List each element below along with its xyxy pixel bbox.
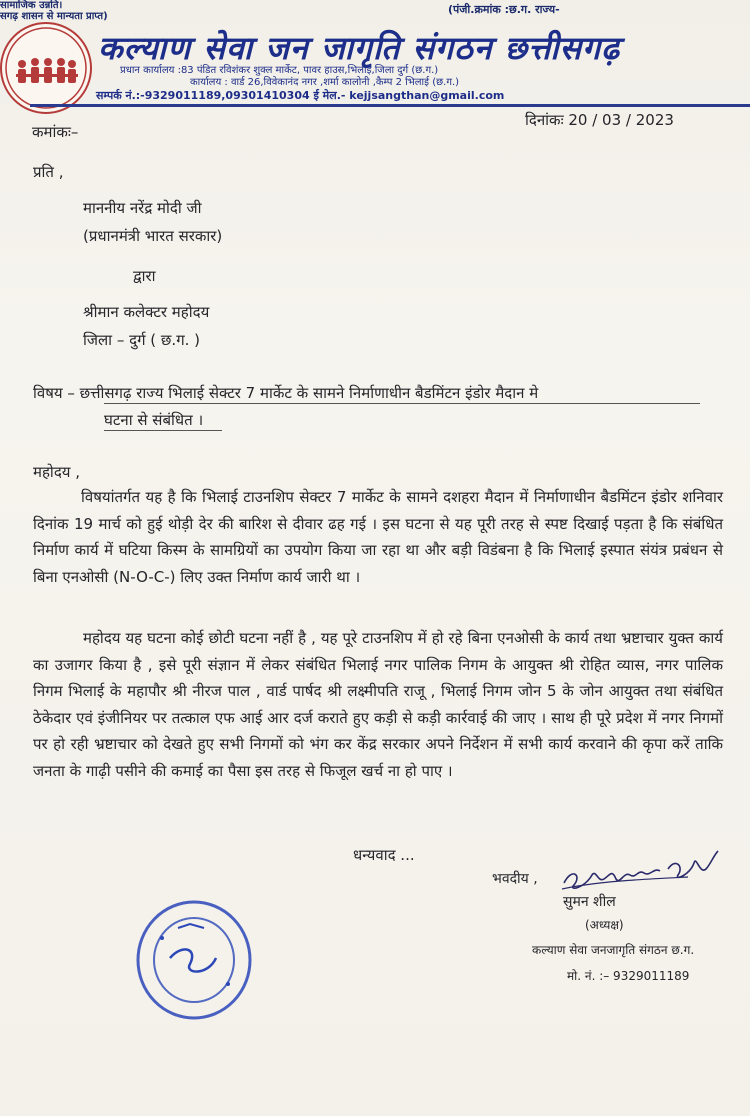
subject-line-1: विषय – छत्तीसगढ़ राज्य भिलाई सेक्टर 7 मार्केट के सामने निर्माणाधीन बैडमिंटन इंडोर मैदान मे xyxy=(33,384,539,402)
slogan-line-1: सामाजिक उन्नति। xyxy=(0,0,63,11)
contact-line: सम्पर्क नं.:-9329011189,09301410304 ई मेल.- kejjsangthan@gmail.com xyxy=(96,89,505,102)
registration-number: (पंजी.क्रमांक :छ.ग. राज्य- xyxy=(448,3,560,16)
signer-name: सुमन शील xyxy=(563,894,616,910)
signer-role: (अध्यक्ष) xyxy=(585,918,624,932)
slogan-line-2: सगढ़ शासन से मान्यता प्राप्त) xyxy=(0,11,108,22)
subject-line-2: घटना से संबंधित । xyxy=(104,411,204,429)
signature-icon xyxy=(558,845,723,895)
organization-name: कल्याण सेवा जन जागृति संगठन छत्तीसगढ़ xyxy=(98,29,621,67)
reference-number-label: कमांकः– xyxy=(32,123,79,141)
salutation: महोदय , xyxy=(33,463,81,481)
to-label: प्रति , xyxy=(33,163,64,181)
collector-district: जिला – दुर्ग ( छ.ग. ) xyxy=(83,331,201,349)
subject-underline-2 xyxy=(104,430,222,431)
body-paragraph-2: महोदय यह घटना कोई छोटी घटना नहीं है , यह पूरे टाउनशिप में हो रहे बिना एनओसी के कार्य तथा भ्रष्टाचार युक्त कार्य का उजागर किया है , इसे पूरी संज्ञान में लेकर संबंधित भिलाई नगर पालिक निगम के आयुक्त श्री रोहित व्यास, नगर पालिक निगम भिलाई के महापौर श्री नीरज पाल , वार्ड पार्षद श्री लक्ष्मीपति राजू , भिलाई निगम जोन 5 के जोन आयुक्त तथा संबंधित ठेकेदार एवं इंजीनियर पर तत्काल एफ आई आर दर्ज कराते हुए कड़ी से कड़ी कार्रवाई की जाए । साथ ही पूरे प्रदेश में नगर निगमों पर हो रही भ्रष्टाचार को देखते हुए सभी निगमों को भंग कर केंद्र सरकार अपने निर्देशन में सभी कार्य करवाने की कृपा करें ताकि जनता के गाढ़ी पसीने की कमाई का पैसा इस तरह से फिजूल खर्च ना हो पाए । xyxy=(33,629,723,780)
letterhead-slogan xyxy=(0,0,108,22)
recipient-designation: (प्रधानमंत्री भारत सरकार) xyxy=(83,227,223,245)
closing-yours: भवदीय , xyxy=(492,871,538,887)
organization-stamp-icon xyxy=(132,888,292,1028)
letterhead xyxy=(0,0,750,110)
letter-date: दिनांकः 20 / 03 / 2023 xyxy=(525,111,674,129)
signer-mobile: मो. नं. :– 9329011189 xyxy=(567,969,690,983)
body-paragraph-1: विषयांतर्गत यह है कि भिलाई टाउनशिप सेक्टर 7 मार्केट के सामने दशहरा मैदान में निर्माणाधीन बैडमिंटन इंडोर शनिवार दिनांक 19 मार्च को हुई थोड़ी देर की बारिश से दीवार ढह गई । इस घटना से यह पूरी तरह से स्पष्ट दिखाई पड़ता है कि संबंधित निर्माण कार्य में घटिया किस्म के सामग्रियों का उपयोग किया जा रहा था और बड़ी विडंबना है कि भिलाई इस्पात संयंत्र प्रबंधन से बिना एनओसी (N-O-C-) लिए उक्त निर्माण कार्य जारी था । xyxy=(33,488,723,586)
subject-underline-1 xyxy=(104,403,700,404)
letterhead-divider xyxy=(30,104,750,107)
address-line-2: कार्यालय : वार्ड 26,विवेकानंद नगर ,शर्मा कालोनी ,कैम्प 2 भिलाई (छ.ग.) xyxy=(190,77,460,88)
collector-title: श्रीमान कलेक्टर महोदय xyxy=(83,303,210,321)
signer-organization: कल्याण सेवा जनजागृति संगठन छ.ग. xyxy=(532,943,695,957)
recipient-name: माननीय नरेंद्र मोदी जी xyxy=(83,199,202,217)
thanks-line: धन्यवाद ... xyxy=(353,846,415,864)
address-line-1: प्रधान कार्यालय :83 पंडित रविशंकर शुक्ल मार्केट, पावर हाउस,भिलाई,जिला दुर्ग (छ.ग.) xyxy=(120,65,439,76)
through-label: द्वारा xyxy=(133,267,156,285)
organization-logo-icon xyxy=(0,22,92,114)
